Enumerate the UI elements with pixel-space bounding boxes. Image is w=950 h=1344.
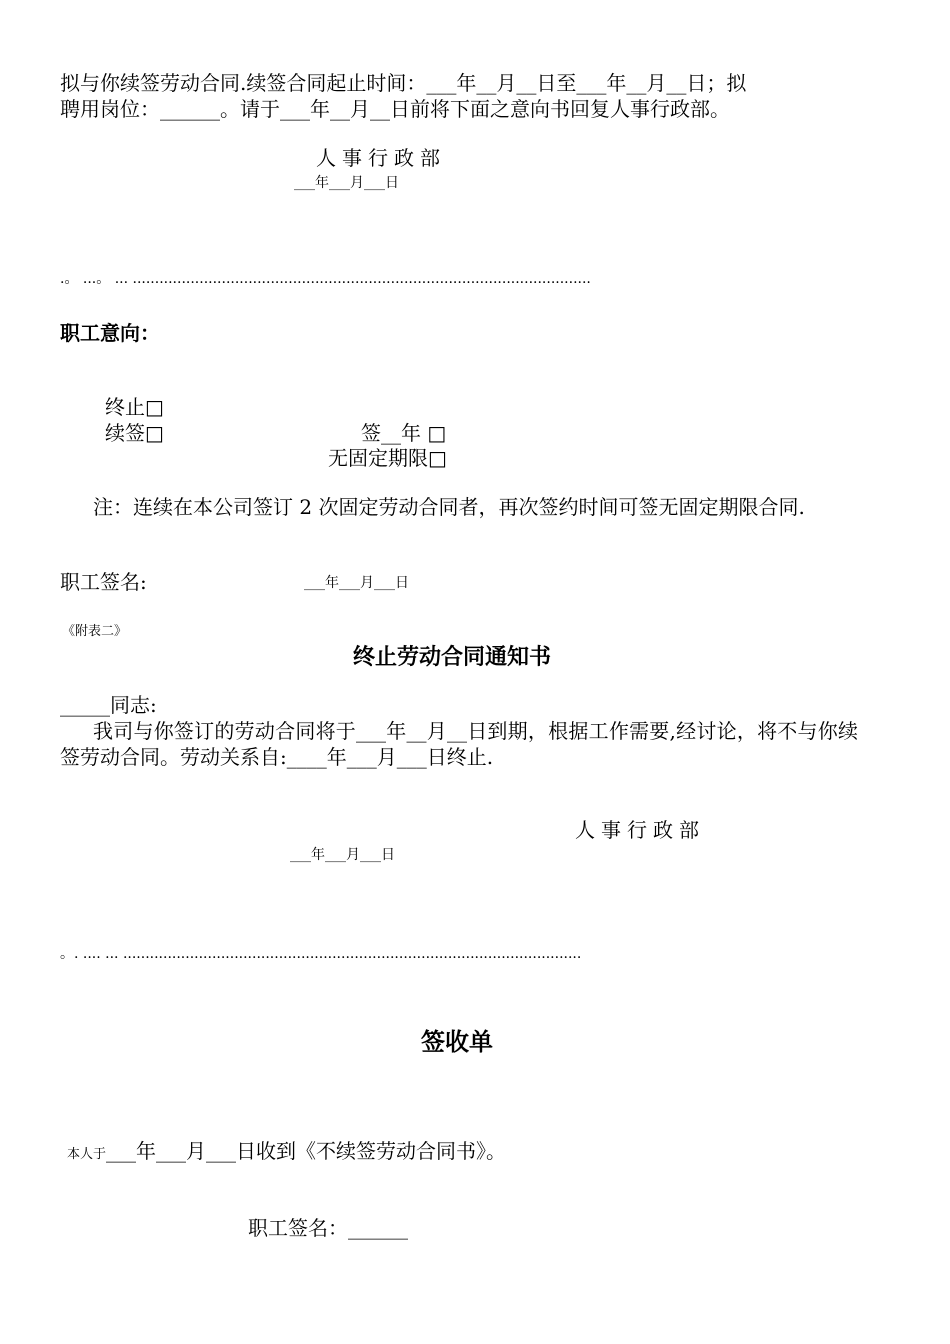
intent-heading: 职工意向： (60, 321, 160, 345)
renewal-note: 注：连续在本公司签订 2 次固定劳动合同者，再次签约时间可签无固定期限合同. (93, 495, 805, 519)
option-terminate-checkbox[interactable]: 终止□ (105, 395, 164, 419)
notice-dept-signature: 人事行政部 (575, 818, 705, 842)
notice-cut-line: 。. .... ... ....................................................................................................... (60, 946, 582, 962)
employee-sign-date: ___年___月___日 (304, 575, 409, 591)
receipt-title: 签收单 (421, 1027, 493, 1056)
notice-salutation: _____同志: (60, 693, 157, 717)
receipt-prefix: 本人于 (67, 1147, 107, 1162)
employee-sign-label: 职工签名: (60, 570, 147, 594)
option-fixed-years-checkbox[interactable]: 签__年 □ (361, 421, 447, 445)
appendix-label: 《附表二》 (62, 624, 128, 639)
receipt-sign-label: 职工签名：______ (248, 1216, 408, 1240)
renewal-cut-line: .。 ...。 ... ....................................................................................................... (60, 271, 591, 287)
receipt-statement: ___年___月___日收到《不续签劳动合同书》。 (106, 1139, 507, 1163)
option-indefinite-checkbox[interactable]: 无固定期限□ (328, 446, 447, 470)
renewal-dept-signature: 人事行政部 (316, 146, 446, 170)
renewal-line-2: 聘用岗位：______。请于___年__月__日前将下面之意向书回复人事行政部。 (60, 97, 730, 121)
notice-dept-date: ___年___月___日 (290, 847, 395, 863)
renewal-dept-date: ___年___月___日 (294, 175, 399, 191)
renewal-line-1: 拟与你续签劳动合同.续签合同起止时间：___年__月__日至___年__月__日；拟 (60, 71, 747, 95)
option-renew-checkbox[interactable]: 续签□ (105, 421, 164, 445)
notice-body: 我司与你签订的劳动合同将于___年__月__日到期，根据工作需要,经讨论，将不与你续签劳动合同。劳动关系自:____年___月___日终止. (60, 719, 858, 769)
receipt-statement-line (67, 1141, 506, 1161)
notice-title: 终止劳动合同通知书 (353, 644, 552, 670)
